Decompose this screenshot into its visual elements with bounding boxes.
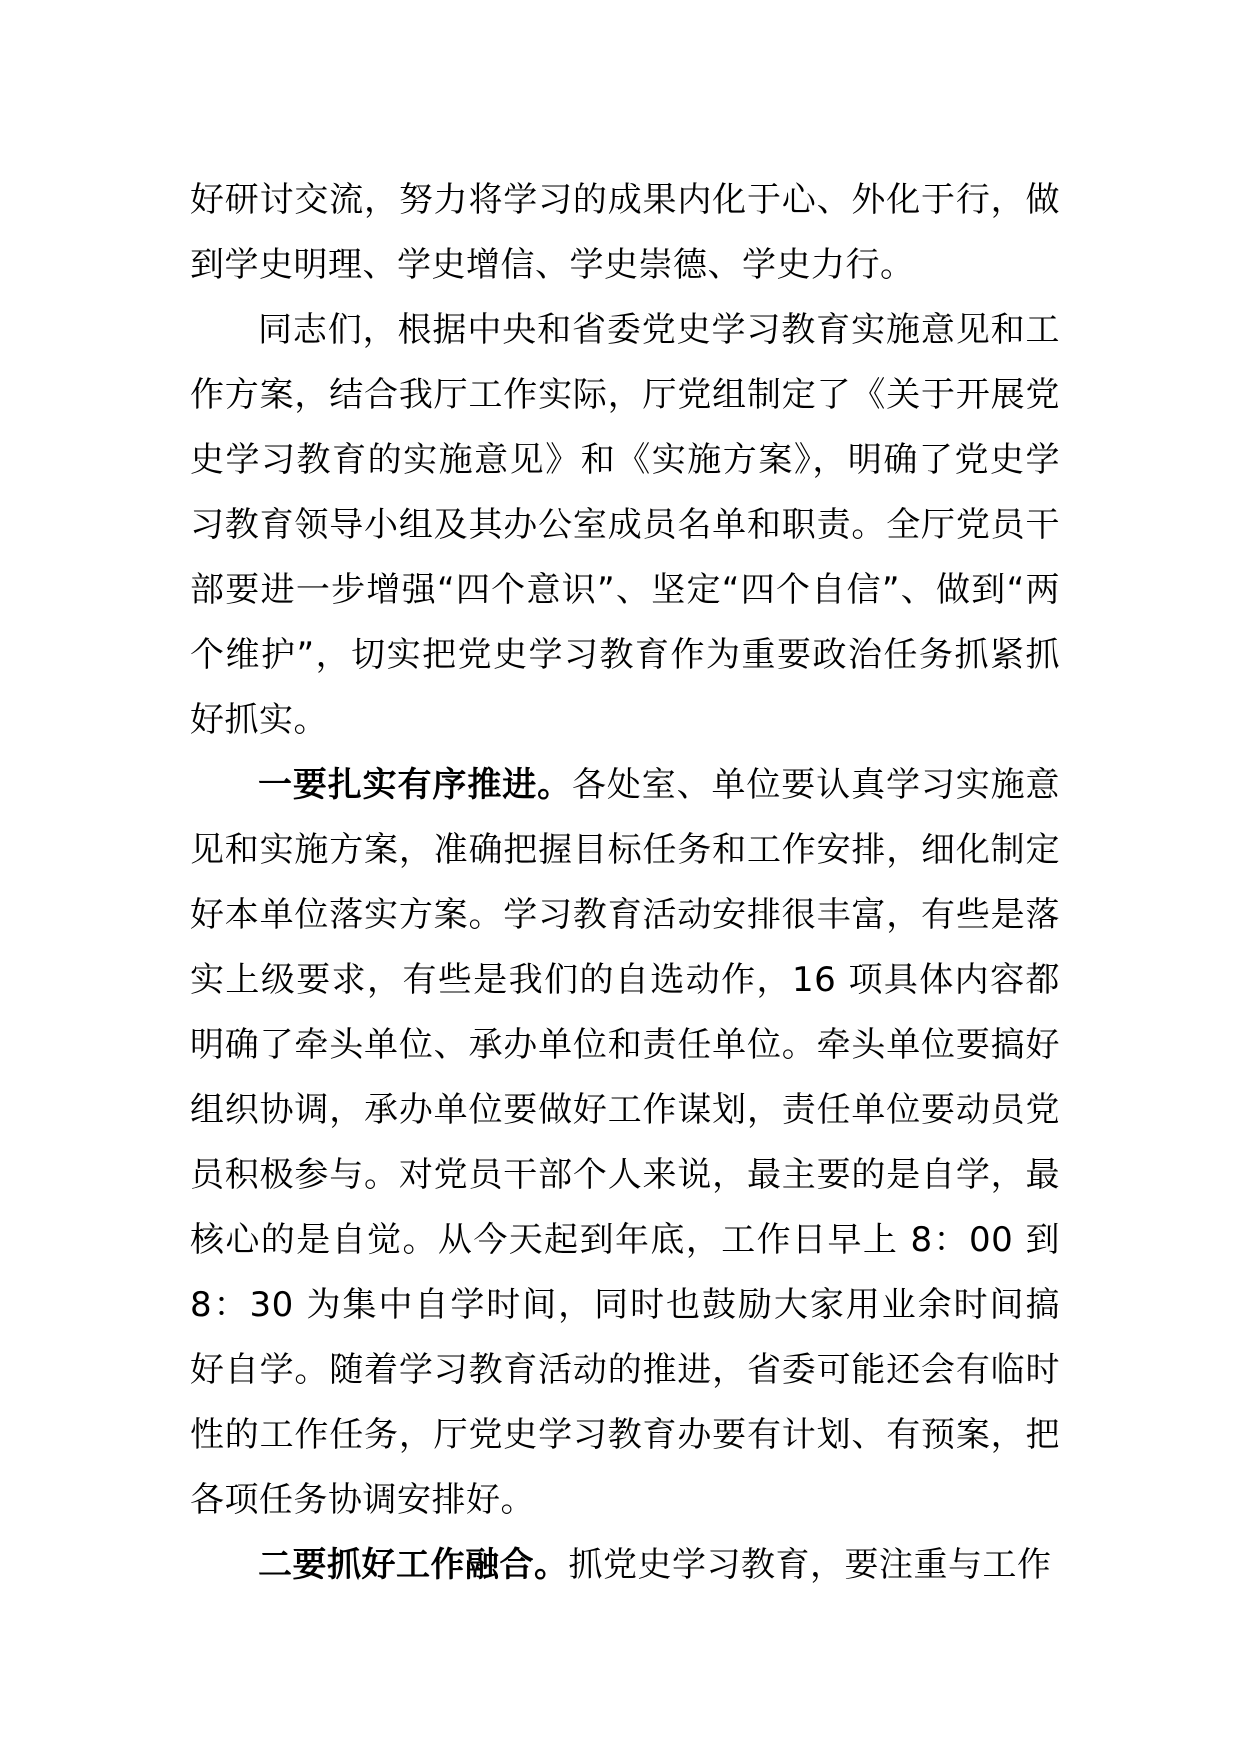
paragraph-comrades [190, 298, 1060, 753]
paragraph-point-two [190, 1533, 1060, 1598]
paragraph-point-one [190, 753, 1060, 1533]
paragraph-text: 各处室、单位要认真学习实施意见和实施方案，准确把握目标任务和工作安排，细化制定好本单位落实方案。学习教育活动安排很丰富，有些是落实上级要求，有些是我们的自选动作，16 项具体内容都明确了牵头单位、承办单位和责任单位。牵头单位要搞好组织协调，承办单位要做好工作谋划，责任单位要动员党员积极参与。对党员干部个人来说，最主要的是自学，最核心的是自觉。从今天起到年底，工作日早上 8：00 到 8：30 为集中自学时间，同时也鼓励大家用业余时间搞好自学。随着学习教育活动的推进，省委可能还会有临时性的工作任务，厅党史学习教育办要有计划、有预案，把各项任务协调安排好。 [190, 765, 1061, 1520]
paragraph-text: 同志们，根据中央和省委党史学习教育实施意见和工作方案，结合我厅工作实际，厅党组制定了《关于开展党史学习教育的实施意见》和《实施方案》，明确了党史学习教育领导小组及其办公室成员名单和职责。全厅党员干部要进一步增强“四个意识”、坚定“四个自信”、做到“两个维护”，切实把党史学习教育作为重要政治任务抓紧抓好抓实。 [190, 310, 1060, 740]
paragraph-text: 好研讨交流，努力将学习的成果内化于心、外化于行，做到学史明理、学史增信、学史崇德、学史力行。 [190, 180, 1060, 285]
paragraph-text: 抓党史学习教育，要注重与工作 [568, 1545, 1052, 1585]
paragraph-continuation [190, 168, 1060, 298]
paragraph-heading: 一要扎实有序推进。 [258, 765, 572, 805]
paragraph-heading: 二要抓好工作融合。 [258, 1545, 569, 1585]
document-body [190, 168, 1060, 1598]
